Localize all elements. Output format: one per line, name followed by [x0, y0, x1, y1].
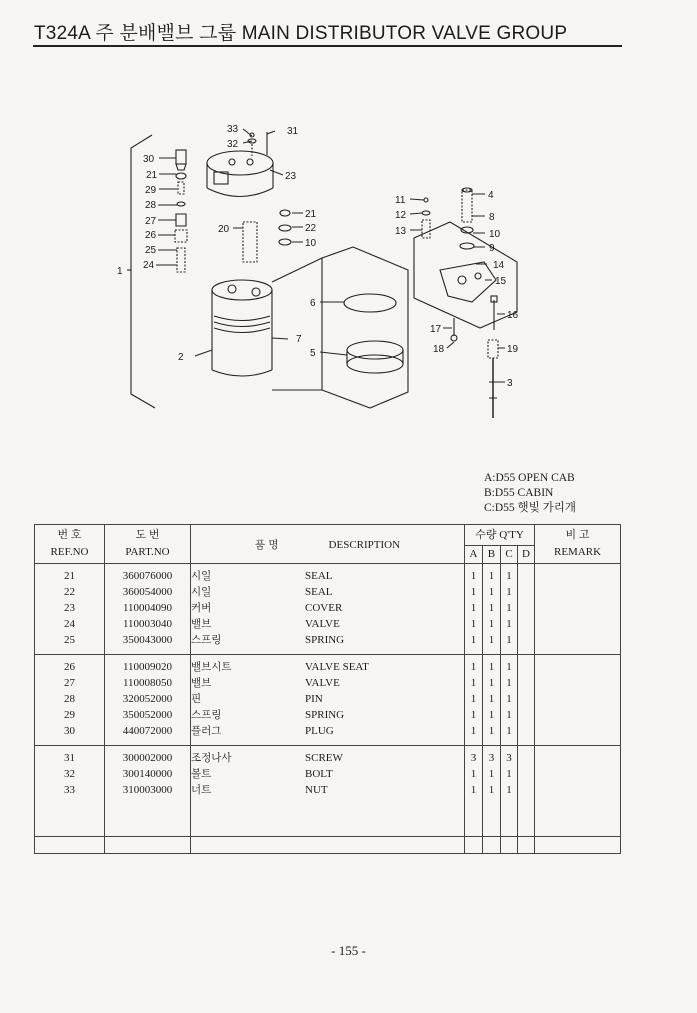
- remark-cell: [535, 632, 621, 655]
- part-number-cell: 350043000: [105, 632, 191, 655]
- part-number-cell: [105, 814, 191, 837]
- qty-d-cell: [518, 814, 535, 837]
- legend-a: A:D55 OPEN CAB: [484, 472, 575, 484]
- qty-d-cell: [518, 655, 535, 676]
- callout-16: 16: [507, 310, 519, 321]
- ref-cell: 22: [35, 584, 105, 600]
- qty-a-cell: [465, 814, 483, 837]
- qty-b-cell: 1: [483, 584, 501, 600]
- callout-19: 19: [507, 344, 519, 355]
- callout-18: 18: [433, 344, 445, 355]
- qty-c-cell: 1: [501, 691, 518, 707]
- ref-cell: 31: [35, 746, 105, 767]
- callout-3: 3: [507, 378, 513, 389]
- qty-d-cell: [518, 782, 535, 798]
- qty-a-cell: 1: [465, 616, 483, 632]
- qty-d-cell: [518, 675, 535, 691]
- qty-b-cell: 1: [483, 600, 501, 616]
- qty-d-cell: [518, 723, 535, 746]
- part-number-cell: 310003000: [105, 782, 191, 798]
- remark-cell: [535, 723, 621, 746]
- name-korean: 커버: [191, 602, 212, 614]
- description-cell: [191, 584, 465, 600]
- qty-c-cell: 1: [501, 584, 518, 600]
- qty-c-cell: 1: [501, 766, 518, 782]
- name-english: PLUG: [305, 725, 334, 737]
- qty-b-cell: [483, 814, 501, 837]
- qty-a-cell: 1: [465, 655, 483, 676]
- qty-a-cell: 3: [465, 746, 483, 767]
- description-cell: [191, 798, 465, 814]
- callout-9: 9: [489, 243, 495, 254]
- name-english: SPRING: [305, 634, 345, 646]
- remark-cell: [535, 707, 621, 723]
- qty-d-cell: [518, 600, 535, 616]
- name-korean: 볼트: [191, 768, 212, 780]
- callout-6: 6: [310, 298, 316, 309]
- callout-10b: 10: [305, 238, 317, 249]
- name-korean: 밸브: [191, 618, 212, 630]
- table-row: [35, 691, 621, 707]
- callout-15: 15: [495, 276, 507, 287]
- header-qty: 수량 Q'TY A B C D: [465, 525, 535, 564]
- ref-cell: 21: [35, 564, 105, 585]
- name-korean: 밸브: [191, 677, 212, 689]
- page-number: - 155 -: [331, 943, 366, 958]
- table-row: [35, 632, 621, 655]
- qty-c-cell: 1: [501, 564, 518, 585]
- qty-c-cell: 1: [501, 707, 518, 723]
- part-number-cell: 360076000: [105, 564, 191, 585]
- callout-29: 29: [145, 185, 157, 196]
- callout-25: 25: [145, 245, 157, 256]
- name-korean: 핀: [191, 693, 202, 705]
- part-number-cell: 110003040: [105, 616, 191, 632]
- qty-d-cell: [518, 584, 535, 600]
- callout-5: 5: [310, 348, 316, 359]
- qty-b-cell: 1: [483, 707, 501, 723]
- qty-c-cell: 1: [501, 723, 518, 746]
- qty-d-cell: [518, 564, 535, 585]
- ref-cell: 32: [35, 766, 105, 782]
- header-part: 도 번 PART.NO: [105, 525, 191, 564]
- qty-c-cell: [501, 814, 518, 837]
- part-number-cell: 440072000: [105, 723, 191, 746]
- ref-cell: 26: [35, 655, 105, 676]
- qty-c-cell: 1: [501, 675, 518, 691]
- qty-c-cell: 1: [501, 782, 518, 798]
- name-english: SEAL: [305, 586, 333, 598]
- remark-cell: [535, 600, 621, 616]
- ref-cell: 27: [35, 675, 105, 691]
- table-row: [35, 746, 621, 767]
- qty-a-cell: 1: [465, 584, 483, 600]
- callout-8: 8: [489, 212, 495, 223]
- qty-c-cell: 1: [501, 655, 518, 676]
- name-english: NUT: [305, 784, 328, 796]
- callout-20: 20: [218, 224, 230, 235]
- qty-b-cell: 3: [483, 746, 501, 767]
- description-cell: [191, 707, 465, 723]
- name-korean: 스프링: [191, 709, 222, 721]
- ref-cell: [35, 798, 105, 814]
- name-korean: 밸브시트: [191, 661, 232, 673]
- description-cell: [191, 600, 465, 616]
- part-number-cell: 350052000: [105, 707, 191, 723]
- remark-cell: [535, 616, 621, 632]
- callout-31: 31: [287, 126, 299, 137]
- name-korean: 너트: [191, 784, 212, 796]
- qty-d-cell: [518, 798, 535, 814]
- exploded-parts-diagram: [0, 0, 697, 470]
- callout-7: 7: [296, 334, 302, 345]
- callout-26: 26: [145, 230, 157, 241]
- callout-28: 28: [145, 200, 157, 211]
- qty-b-cell: 1: [483, 632, 501, 655]
- remark-cell: [535, 675, 621, 691]
- blank-cell: [465, 837, 483, 854]
- qty-d-cell: [518, 707, 535, 723]
- header-remark: 비 고 REMARK: [535, 525, 621, 564]
- qty-d-cell: [518, 766, 535, 782]
- callout-12: 12: [395, 210, 407, 221]
- remark-cell: [535, 655, 621, 676]
- qty-a-cell: 1: [465, 600, 483, 616]
- qty-c-cell: 1: [501, 600, 518, 616]
- blank-row: [35, 837, 621, 854]
- description-cell: [191, 564, 465, 585]
- name-english: SEAL: [305, 570, 333, 582]
- description-cell: [191, 691, 465, 707]
- table-row: [35, 655, 621, 676]
- name-english: SPRING: [305, 709, 345, 721]
- qty-a-cell: 1: [465, 707, 483, 723]
- callout-22: 22: [305, 223, 317, 234]
- qty-c-cell: [501, 798, 518, 814]
- name-korean: 시일: [191, 570, 212, 582]
- description-cell: [191, 675, 465, 691]
- callout-33: 33: [227, 124, 239, 135]
- qty-a-cell: 1: [465, 691, 483, 707]
- remark-cell: [535, 766, 621, 782]
- callout-21: 21: [146, 170, 158, 181]
- name-english: VALVE: [305, 618, 340, 630]
- table-row: [35, 616, 621, 632]
- callout-2: 2: [178, 352, 184, 363]
- qty-a-cell: 1: [465, 564, 483, 585]
- page-title: T324A 주 분배밸브 그룹 MAIN DISTRIBUTOR VALVE GROUP: [34, 23, 568, 44]
- blank-cell: [191, 837, 465, 854]
- qty-a-cell: 1: [465, 675, 483, 691]
- blank-cell: [518, 837, 535, 854]
- blank-cell: [35, 837, 105, 854]
- name-korean: 스프링: [191, 634, 222, 646]
- remark-cell: [535, 564, 621, 585]
- legend-b: B:D55 CABIN: [484, 487, 554, 499]
- description-cell: [191, 782, 465, 798]
- qty-c-cell: 1: [501, 632, 518, 655]
- remark-cell: [535, 584, 621, 600]
- qty-d-cell: [518, 746, 535, 767]
- table-row: [35, 798, 621, 814]
- qty-b-cell: 1: [483, 723, 501, 746]
- parts-table: [34, 524, 621, 854]
- qty-a-cell: [465, 798, 483, 814]
- part-number-cell: 110009020: [105, 655, 191, 676]
- description-cell: [191, 723, 465, 746]
- name-korean: 조정나사: [191, 752, 232, 764]
- callout-17: 17: [430, 324, 442, 335]
- qty-b-cell: 1: [483, 655, 501, 676]
- ref-cell: 30: [35, 723, 105, 746]
- qty-a-cell: 1: [465, 632, 483, 655]
- ref-cell: 33: [35, 782, 105, 798]
- qty-d-cell: [518, 616, 535, 632]
- description-cell: [191, 766, 465, 782]
- part-number-cell: 320052000: [105, 691, 191, 707]
- qty-a-cell: 1: [465, 766, 483, 782]
- callout-30: 30: [143, 154, 155, 165]
- qty-b-cell: 1: [483, 782, 501, 798]
- remark-cell: [535, 782, 621, 798]
- callout-4: 4: [488, 190, 494, 201]
- name-english: VALVE SEAT: [305, 661, 369, 673]
- part-number-cell: 110004090: [105, 600, 191, 616]
- callout-27: 27: [145, 216, 157, 227]
- description-cell: [191, 632, 465, 655]
- callout-23: 23: [285, 171, 297, 182]
- part-number-cell: 110008050: [105, 675, 191, 691]
- remark-cell: [535, 814, 621, 837]
- callout-21b: 21: [305, 209, 317, 220]
- callout-10: 10: [489, 229, 501, 240]
- table-row: [35, 564, 621, 585]
- ref-cell: 23: [35, 600, 105, 616]
- ref-cell: 25: [35, 632, 105, 655]
- qty-d-cell: [518, 691, 535, 707]
- qty-b-cell: 1: [483, 675, 501, 691]
- header-description: 품 명 DESCRIPTION: [191, 525, 465, 564]
- table-row: [35, 675, 621, 691]
- qty-b-cell: 1: [483, 691, 501, 707]
- table-row: [35, 723, 621, 746]
- name-korean: 시일: [191, 586, 212, 598]
- remark-cell: [535, 798, 621, 814]
- callout-14: 14: [493, 260, 505, 271]
- callout-11: 11: [395, 195, 406, 206]
- callout-24: 24: [143, 260, 155, 271]
- part-number-cell: 360054000: [105, 584, 191, 600]
- table-row: [35, 782, 621, 798]
- table-row: [35, 584, 621, 600]
- table-row: [35, 600, 621, 616]
- part-number-cell: [105, 798, 191, 814]
- legend-c: C:D55 햇빛 가리개: [484, 502, 576, 514]
- description-cell: [191, 814, 465, 837]
- blank-cell: [535, 837, 621, 854]
- name-english: VALVE: [305, 677, 340, 689]
- blank-cell: [105, 837, 191, 854]
- callout-13: 13: [395, 226, 407, 237]
- ref-cell: [35, 814, 105, 837]
- table-row: [35, 766, 621, 782]
- table-row: [35, 814, 621, 837]
- qty-a-cell: 1: [465, 723, 483, 746]
- name-english: BOLT: [305, 768, 333, 780]
- model-legend: [484, 471, 576, 516]
- ref-cell: 29: [35, 707, 105, 723]
- callout-1: 1: [117, 266, 123, 277]
- description-cell: [191, 655, 465, 676]
- qty-d-cell: [518, 632, 535, 655]
- ref-cell: 24: [35, 616, 105, 632]
- part-30-plug: [176, 150, 186, 164]
- qty-c-cell: 1: [501, 616, 518, 632]
- qty-b-cell: 1: [483, 564, 501, 585]
- name-english: COVER: [305, 602, 343, 614]
- remark-cell: [535, 691, 621, 707]
- name-english: PIN: [305, 693, 323, 705]
- header-ref: 번 호 REF.NO: [35, 525, 105, 564]
- ref-cell: 28: [35, 691, 105, 707]
- description-cell: [191, 746, 465, 767]
- qty-b-cell: 1: [483, 616, 501, 632]
- qty-a-cell: 1: [465, 782, 483, 798]
- part-number-cell: 300140000: [105, 766, 191, 782]
- remark-cell: [535, 746, 621, 767]
- qty-b-cell: 1: [483, 766, 501, 782]
- table-row: [35, 707, 621, 723]
- qty-b-cell: [483, 798, 501, 814]
- description-cell: [191, 616, 465, 632]
- callout-32: 32: [227, 139, 239, 150]
- name-english: SCREW: [305, 752, 343, 764]
- blank-cell: [483, 837, 501, 854]
- qty-c-cell: 3: [501, 746, 518, 767]
- blank-cell: [501, 837, 518, 854]
- part-number-cell: 300002000: [105, 746, 191, 767]
- name-korean: 플러그: [191, 725, 222, 737]
